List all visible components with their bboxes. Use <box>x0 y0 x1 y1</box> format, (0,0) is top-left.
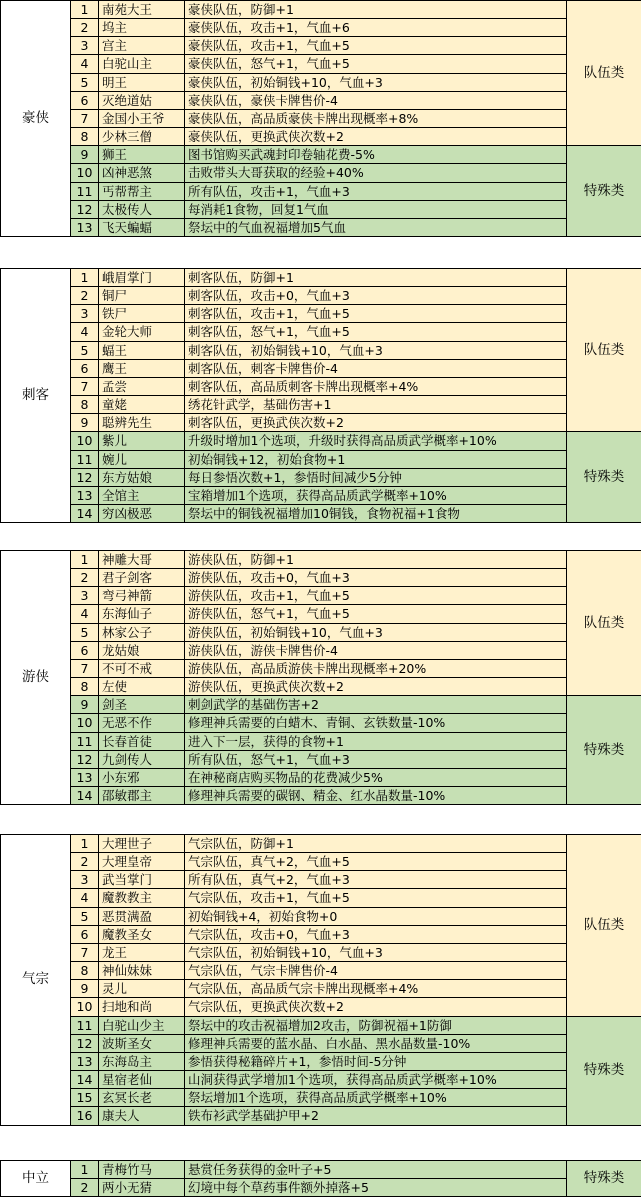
table-row <box>1 569 641 587</box>
hero-name: 神仙妹妹 <box>99 962 185 980</box>
row-number: 5 <box>71 907 99 925</box>
hero-name: 恶贯满盈 <box>99 907 185 925</box>
section-table <box>0 550 641 805</box>
row-number: 12 <box>71 750 99 768</box>
table-row <box>1 146 641 164</box>
group-type-label: 队伍类 <box>567 269 641 432</box>
table-row <box>1 768 641 786</box>
hero-name: 飞天蝙蝠 <box>99 218 185 236</box>
table-row <box>1 486 641 504</box>
row-number: 8 <box>71 128 99 146</box>
effect-text: 击败带头大哥获取的经验+40% <box>185 164 567 182</box>
table-row <box>1 1052 641 1070</box>
table-row <box>1 396 641 414</box>
row-number: 3 <box>71 871 99 889</box>
hero-name: 青梅竹马 <box>99 1161 185 1179</box>
row-number: 6 <box>71 641 99 659</box>
hero-name: 宫主 <box>99 37 185 55</box>
effect-text: 刺客队伍，攻击+0，气血+3 <box>185 287 567 305</box>
row-number: 13 <box>71 486 99 504</box>
effect-text: 气宗队伍，攻击+0，气血+3 <box>185 925 567 943</box>
effect-text: 初始铜钱+4，初始食物+0 <box>185 907 567 925</box>
hero-name: 龙王 <box>99 943 185 961</box>
hero-name: 邵敏郡主 <box>99 787 185 805</box>
hero-name: 君子剑客 <box>99 569 185 587</box>
effect-text: 气宗队伍，高品质气宗卡牌出现概率+4% <box>185 980 567 998</box>
hero-name: 康夫人 <box>99 1107 185 1125</box>
effect-text: 每日参悟次数+1，参悟时间减少5分钟 <box>185 468 567 486</box>
effect-text: 升级时增加1个选项，升级时获得高品质武学概率+10% <box>185 432 567 450</box>
hero-name: 无恶不作 <box>99 714 185 732</box>
table-row <box>1 871 641 889</box>
row-number: 12 <box>71 200 99 218</box>
hero-name: 灭绝道姑 <box>99 91 185 109</box>
effect-text: 幻境中每个草药事件额外掉落+5 <box>185 1179 567 1197</box>
hero-name: 九剑传人 <box>99 750 185 768</box>
table-row <box>1 414 641 432</box>
effect-text: 气宗队伍，初始铜钱+10，气血+3 <box>185 943 567 961</box>
table-row <box>1 19 641 37</box>
hero-name: 不可不戒 <box>99 659 185 677</box>
table-row <box>1 55 641 73</box>
row-number: 11 <box>71 732 99 750</box>
table-row <box>1 998 641 1016</box>
group-type-label: 特殊类 <box>567 146 641 237</box>
effect-text: 所有队伍，攻击+1，气血+3 <box>185 182 567 200</box>
hero-name: 林家公子 <box>99 623 185 641</box>
row-number: 4 <box>71 55 99 73</box>
hero-name: 凶神恶煞 <box>99 164 185 182</box>
hero-name: 两小无猜 <box>99 1179 185 1197</box>
table-row <box>1 287 641 305</box>
table-row <box>1 164 641 182</box>
row-number: 14 <box>71 505 99 523</box>
effect-text: 所有队伍，真气+2，气血+3 <box>185 871 567 889</box>
row-number: 8 <box>71 396 99 414</box>
table-row <box>1 218 641 236</box>
group-type-label: 特殊类 <box>567 1016 641 1125</box>
table-row <box>1 1071 641 1089</box>
effect-text: 悬赏任务获得的金叶子+5 <box>185 1161 567 1179</box>
row-number: 5 <box>71 73 99 91</box>
hero-name: 蝠王 <box>99 341 185 359</box>
row-number: 2 <box>71 287 99 305</box>
table-row <box>1 1179 641 1197</box>
row-number: 11 <box>71 182 99 200</box>
row-number: 10 <box>71 714 99 732</box>
group-type-label: 队伍类 <box>567 551 641 696</box>
hero-name: 孟尝 <box>99 377 185 395</box>
row-number: 6 <box>71 359 99 377</box>
row-number: 5 <box>71 623 99 641</box>
row-number: 9 <box>71 414 99 432</box>
effect-text: 气宗队伍，防御+1 <box>185 835 567 853</box>
category-label: 气宗 <box>1 835 71 1126</box>
effect-text: 游侠队伍，初始铜钱+10，气血+3 <box>185 623 567 641</box>
table-row <box>1 907 641 925</box>
table-row <box>1 889 641 907</box>
table-row <box>1 37 641 55</box>
effect-text: 铁布衫武学基础护甲+2 <box>185 1107 567 1125</box>
row-number: 12 <box>71 468 99 486</box>
row-number: 11 <box>71 1016 99 1034</box>
table-row <box>1 1107 641 1125</box>
effect-text: 游侠队伍，攻击+1，气血+5 <box>185 587 567 605</box>
section-table <box>0 834 641 1126</box>
table-row <box>1 835 641 853</box>
effect-text: 气宗队伍，更换武侠次数+2 <box>185 998 567 1016</box>
table-row <box>1 605 641 623</box>
row-number: 3 <box>71 37 99 55</box>
table-row <box>1 1161 641 1179</box>
row-number: 10 <box>71 998 99 1016</box>
effect-text: 游侠队伍，怒气+1，气血+5 <box>185 605 567 623</box>
hero-name: 魔教教主 <box>99 889 185 907</box>
effect-text: 豪侠队伍，怒气+1，气血+5 <box>185 55 567 73</box>
table-row <box>1 641 641 659</box>
hero-name: 坞主 <box>99 19 185 37</box>
row-number: 2 <box>71 19 99 37</box>
effect-text: 刺剑武学的基础伤害+2 <box>185 696 567 714</box>
effect-text: 豪侠队伍，攻击+1，气血+5 <box>185 37 567 55</box>
effect-text: 在神秘商店购买物品的花费减少5% <box>185 768 567 786</box>
effect-text: 修理神兵需要的蓝水晶、白水晶、黑水晶数量-10% <box>185 1034 567 1052</box>
effect-text: 游侠队伍，高品质游侠卡牌出现概率+20% <box>185 659 567 677</box>
table-row <box>1 269 641 287</box>
section-table <box>0 1160 641 1197</box>
effect-text: 游侠队伍，更换武侠次数+2 <box>185 678 567 696</box>
effect-text: 豪侠队伍，高品质豪侠卡牌出现概率+8% <box>185 109 567 127</box>
category-label: 中立 <box>1 1161 71 1197</box>
hero-name: 太极传人 <box>99 200 185 218</box>
row-number: 2 <box>71 853 99 871</box>
effect-text: 参悟获得秘籍碎片+1，参悟时间-5分钟 <box>185 1052 567 1070</box>
row-number: 8 <box>71 678 99 696</box>
table-row <box>1 200 641 218</box>
hero-name: 少林三僧 <box>99 128 185 146</box>
row-number: 13 <box>71 218 99 236</box>
effect-text: 进入下一层，获得的食物+1 <box>185 732 567 750</box>
row-number: 10 <box>71 432 99 450</box>
effect-text: 豪侠队伍，更换武侠次数+2 <box>185 128 567 146</box>
row-number: 7 <box>71 659 99 677</box>
hero-name: 神雕大哥 <box>99 551 185 569</box>
row-number: 7 <box>71 377 99 395</box>
hero-name: 铁尸 <box>99 305 185 323</box>
effect-text: 气宗队伍，真气+2，气血+5 <box>185 853 567 871</box>
hero-name: 龙姑娘 <box>99 641 185 659</box>
table-row <box>1 659 641 677</box>
table-row <box>1 432 641 450</box>
hero-name: 聪辨先生 <box>99 414 185 432</box>
hero-name: 扫地和尚 <box>99 998 185 1016</box>
row-number: 13 <box>71 1052 99 1070</box>
row-number: 8 <box>71 962 99 980</box>
row-number: 2 <box>71 569 99 587</box>
table-row <box>1 128 641 146</box>
hero-name: 大理皇帝 <box>99 853 185 871</box>
row-number: 3 <box>71 587 99 605</box>
table-row <box>1 787 641 805</box>
hero-name: 弯弓神箭 <box>99 587 185 605</box>
row-number: 5 <box>71 341 99 359</box>
hero-name: 南苑大王 <box>99 1 185 19</box>
hero-name: 铜尸 <box>99 287 185 305</box>
table-row <box>1 323 641 341</box>
table-row <box>1 980 641 998</box>
effect-text: 每消耗1食物，回复1气血 <box>185 200 567 218</box>
row-number: 1 <box>71 269 99 287</box>
effect-text: 刺客队伍，更换武侠次数+2 <box>185 414 567 432</box>
row-number: 4 <box>71 605 99 623</box>
effect-text: 图书馆购买武魂封印卷轴花费-5% <box>185 146 567 164</box>
table-row <box>1 678 641 696</box>
row-number: 7 <box>71 943 99 961</box>
category-label: 刺客 <box>1 269 71 523</box>
row-number: 12 <box>71 1034 99 1052</box>
row-number: 14 <box>71 1071 99 1089</box>
table-row <box>1 341 641 359</box>
effect-text: 初始铜钱+12，初始食物+1 <box>185 450 567 468</box>
effect-text: 游侠队伍，防御+1 <box>185 551 567 569</box>
table-row <box>1 73 641 91</box>
effect-text: 豪侠队伍，豪侠卡牌售价-4 <box>185 91 567 109</box>
hero-name: 大理世子 <box>99 835 185 853</box>
hero-name: 左使 <box>99 678 185 696</box>
table-row <box>1 714 641 732</box>
hero-name: 东方姑娘 <box>99 468 185 486</box>
row-number: 15 <box>71 1089 99 1107</box>
effect-text: 刺客队伍，攻击+1，气血+5 <box>185 305 567 323</box>
table-row <box>1 91 641 109</box>
effect-text: 绣花针武学，基础伤害+1 <box>185 396 567 414</box>
effect-text: 气宗队伍，气宗卡牌售价-4 <box>185 962 567 980</box>
hero-name: 丐帮帮主 <box>99 182 185 200</box>
row-number: 6 <box>71 925 99 943</box>
hero-name: 白驼山主 <box>99 55 185 73</box>
effect-text: 修理神兵需要的白蜡木、青铜、玄铁数量-10% <box>185 714 567 732</box>
effect-text: 修理神兵需要的碳钢、精金、红水晶数量-10% <box>185 787 567 805</box>
table-row <box>1 1034 641 1052</box>
effect-text: 祭坛中的攻击祝福增加2攻击，防御祝福+1防御 <box>185 1016 567 1034</box>
row-number: 4 <box>71 323 99 341</box>
effect-text: 刺客队伍，防御+1 <box>185 269 567 287</box>
category-label: 豪侠 <box>1 1 71 237</box>
table-row <box>1 962 641 980</box>
group-type-label: 特殊类 <box>567 1161 641 1197</box>
hero-name: 星宿老仙 <box>99 1071 185 1089</box>
row-number: 11 <box>71 450 99 468</box>
hero-name: 灵儿 <box>99 980 185 998</box>
table-row <box>1 1 641 19</box>
table-row <box>1 943 641 961</box>
table-row <box>1 182 641 200</box>
effect-text: 游侠队伍，攻击+0，气血+3 <box>185 569 567 587</box>
hero-name: 全馆主 <box>99 486 185 504</box>
table-row <box>1 925 641 943</box>
table-row <box>1 109 641 127</box>
effect-text: 山洞获得武学增加1个选项，获得高品质武学概率+10% <box>185 1071 567 1089</box>
effect-text: 祭坛增加1个选项，获得高品质武学概率+10% <box>185 1089 567 1107</box>
hero-name: 峨眉掌门 <box>99 269 185 287</box>
row-number: 2 <box>71 1179 99 1197</box>
effect-text: 豪侠队伍，初始铜钱+10，气血+3 <box>185 73 567 91</box>
hero-name: 金轮大师 <box>99 323 185 341</box>
row-number: 9 <box>71 696 99 714</box>
hero-name: 白驼山少主 <box>99 1016 185 1034</box>
row-number: 10 <box>71 164 99 182</box>
row-number: 1 <box>71 1 99 19</box>
hero-name: 童姥 <box>99 396 185 414</box>
category-label: 游侠 <box>1 551 71 805</box>
row-number: 4 <box>71 889 99 907</box>
table-row <box>1 551 641 569</box>
hero-name: 紫儿 <box>99 432 185 450</box>
hero-name: 长春首徒 <box>99 732 185 750</box>
effect-text: 游侠队伍，游侠卡牌售价-4 <box>185 641 567 659</box>
table-row <box>1 853 641 871</box>
hero-name: 玄冥长老 <box>99 1089 185 1107</box>
hero-name: 东海仙子 <box>99 605 185 623</box>
row-number: 9 <box>71 146 99 164</box>
group-type-label: 队伍类 <box>567 835 641 1017</box>
hero-name: 波斯圣女 <box>99 1034 185 1052</box>
table-row <box>1 468 641 486</box>
row-number: 1 <box>71 1161 99 1179</box>
hero-name: 东海岛主 <box>99 1052 185 1070</box>
table-row <box>1 450 641 468</box>
table-row <box>1 1089 641 1107</box>
table-row <box>1 696 641 714</box>
effect-text: 豪侠队伍，攻击+1，气血+6 <box>185 19 567 37</box>
table-row <box>1 587 641 605</box>
section-table <box>0 0 641 237</box>
table-row <box>1 623 641 641</box>
effect-text: 刺客队伍，刺客卡牌售价-4 <box>185 359 567 377</box>
section-table <box>0 268 641 523</box>
hero-name: 狮王 <box>99 146 185 164</box>
table-row <box>1 750 641 768</box>
effect-text: 祭坛中的铜钱祝福增加10铜钱，食物祝福+1食物 <box>185 505 567 523</box>
effect-text: 豪侠队伍，防御+1 <box>185 1 567 19</box>
effect-text: 祭坛中的气血祝福增加5气血 <box>185 218 567 236</box>
table-row <box>1 505 641 523</box>
hero-name: 小东邪 <box>99 768 185 786</box>
table-row <box>1 1016 641 1034</box>
group-type-label: 队伍类 <box>567 1 641 146</box>
hero-name: 金国小王爷 <box>99 109 185 127</box>
effect-text: 刺客队伍，怒气+1，气血+5 <box>185 323 567 341</box>
row-number: 13 <box>71 768 99 786</box>
table-row <box>1 732 641 750</box>
group-type-label: 特殊类 <box>567 432 641 523</box>
row-number: 9 <box>71 980 99 998</box>
row-number: 7 <box>71 109 99 127</box>
row-number: 14 <box>71 787 99 805</box>
table-row <box>1 359 641 377</box>
table-row <box>1 377 641 395</box>
row-number: 3 <box>71 305 99 323</box>
hero-name: 鹰王 <box>99 359 185 377</box>
effect-text: 宝箱增加1个选项，获得高品质武学概率+10% <box>185 486 567 504</box>
row-number: 16 <box>71 1107 99 1125</box>
hero-name: 武当掌门 <box>99 871 185 889</box>
effect-text: 气宗队伍，攻击+1，气血+5 <box>185 889 567 907</box>
hero-name: 魔教圣女 <box>99 925 185 943</box>
row-number: 1 <box>71 835 99 853</box>
effect-text: 刺客队伍，初始铜钱+10，气血+3 <box>185 341 567 359</box>
hero-name: 剑圣 <box>99 696 185 714</box>
row-number: 1 <box>71 551 99 569</box>
row-number: 6 <box>71 91 99 109</box>
group-type-label: 特殊类 <box>567 696 641 805</box>
effect-text: 刺客队伍，高品质刺客卡牌出现概率+4% <box>185 377 567 395</box>
effect-text: 所有队伍，怒气+1，气血+3 <box>185 750 567 768</box>
hero-name: 婉儿 <box>99 450 185 468</box>
hero-name: 穷凶极恶 <box>99 505 185 523</box>
table-row <box>1 305 641 323</box>
hero-name: 明王 <box>99 73 185 91</box>
